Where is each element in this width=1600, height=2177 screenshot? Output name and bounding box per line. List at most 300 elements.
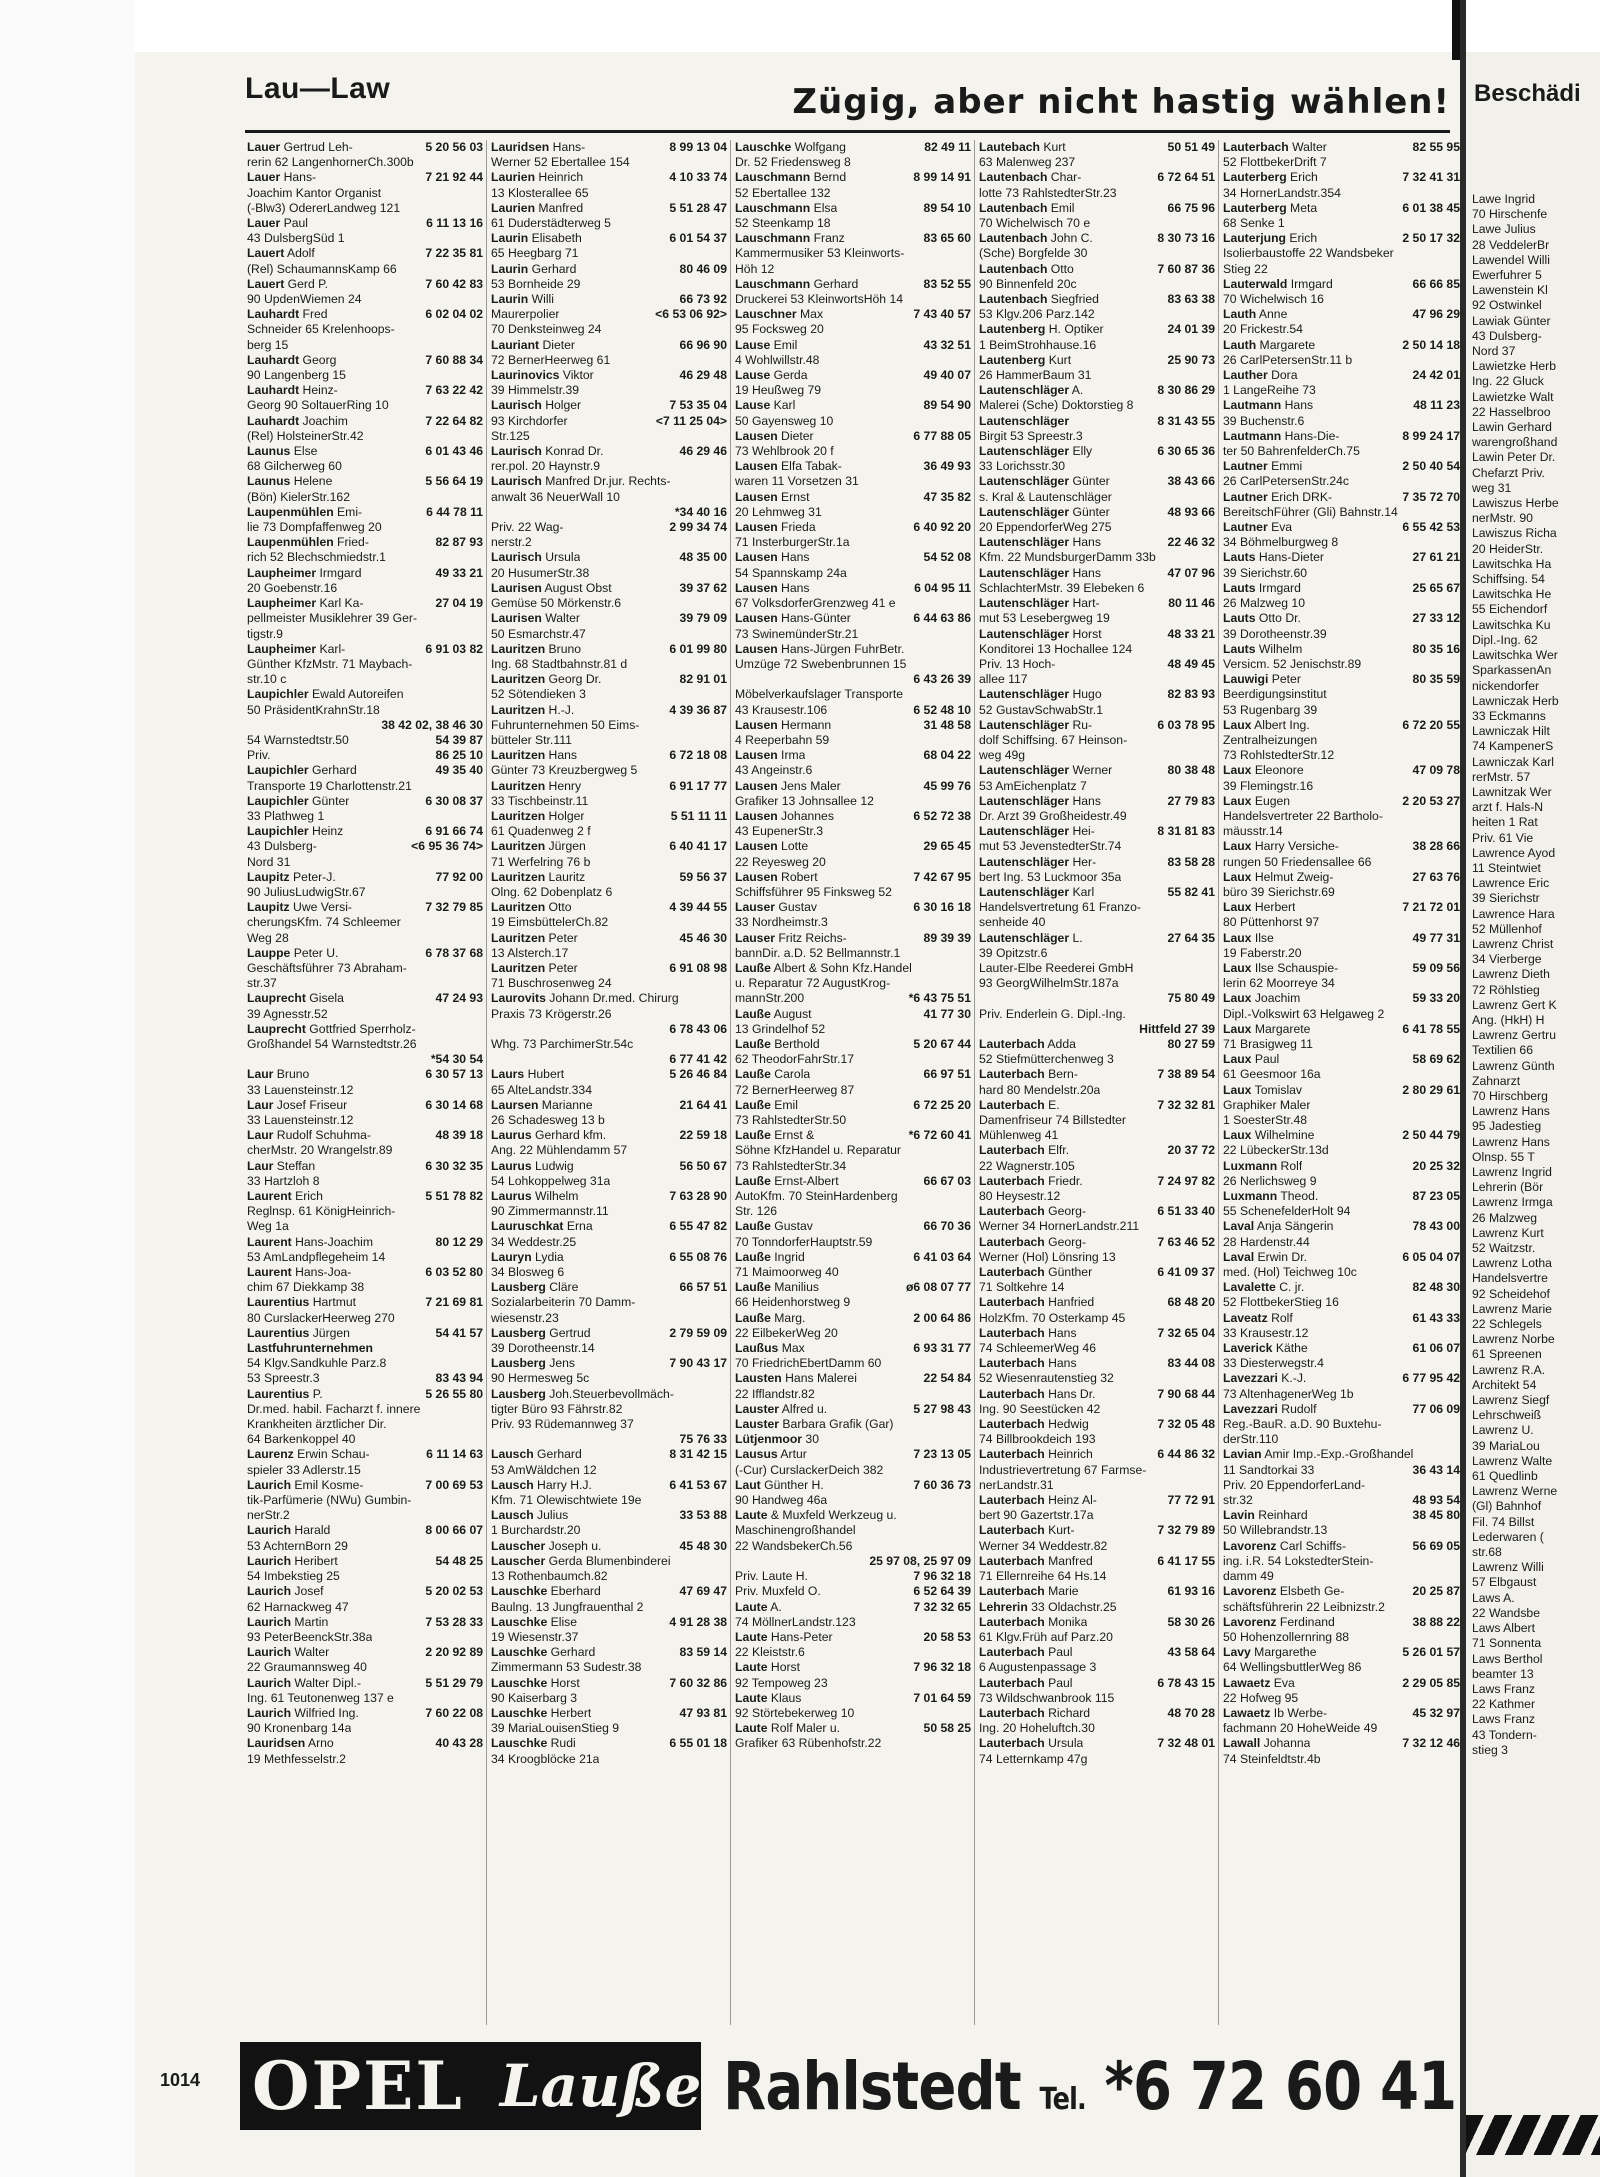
list-item xyxy=(979,976,1215,991)
entry-phone: 48 39 18 xyxy=(435,1128,483,1143)
entry-name: 19 Wiesenstr.37 xyxy=(491,1629,579,1644)
entry-phone xyxy=(723,1721,727,1736)
entry-name: Handelsvertreter 22 Bartholo- xyxy=(1223,808,1383,823)
entry-surname: Lausen xyxy=(735,520,778,535)
entry-phone: 8 99 24 17 xyxy=(1402,428,1460,443)
entry-surname: Lautebach xyxy=(979,140,1040,154)
entry-name: Kammermusiker 53 Kleinworts- xyxy=(735,246,905,261)
entry-phone: 45 48 30 xyxy=(679,1538,727,1553)
entry-name: 72 BernerHeerweg 87 xyxy=(735,1082,855,1097)
entry-surname: Laurentius xyxy=(247,1325,310,1340)
entry-name: med. (Hol) Teichweg 10c xyxy=(1223,1265,1357,1280)
entry-name: 61 Quadenweg 2 f xyxy=(491,824,591,839)
list-item xyxy=(247,1113,483,1128)
list-item xyxy=(1223,429,1460,444)
entry-name: 39 Sierichstr.60 xyxy=(1223,565,1308,580)
entry-name: nerStr.2 xyxy=(247,1508,290,1523)
neighbor-line: 22 Wandsbe xyxy=(1472,1605,1540,1620)
entry-name: Lautenschläger Horst xyxy=(979,626,1102,641)
entry-surname: Lautenberg xyxy=(979,352,1046,367)
list-item xyxy=(1223,1402,1460,1417)
list-item xyxy=(491,1204,727,1219)
list-item xyxy=(735,1447,971,1462)
entry-name: 71 Maimoorweg 40 xyxy=(735,1265,839,1280)
list-item xyxy=(491,292,727,307)
neighbor-line: 39 Sierichstr xyxy=(1472,891,1540,906)
list-item xyxy=(979,1174,1215,1189)
list-item xyxy=(247,1432,483,1447)
list-item xyxy=(979,1630,1215,1645)
entry-name: Dipl.-Volkswirt 63 Helgaweg 2 xyxy=(1223,1006,1385,1021)
entry-phone xyxy=(479,155,483,170)
entry-surname: Laval xyxy=(1223,1249,1255,1264)
entry-phone xyxy=(967,322,971,337)
list-item xyxy=(735,839,971,854)
entry-name: Lauts Wilhelm xyxy=(1223,641,1303,656)
list-item xyxy=(491,1523,727,1538)
entry-surname: Lausberg xyxy=(491,1356,546,1371)
entry-phone xyxy=(479,429,483,444)
neighbor-line: 70 Hirschberg xyxy=(1472,1088,1548,1103)
entry-phone xyxy=(1211,1250,1215,1265)
entry-phone xyxy=(723,596,727,611)
list-item xyxy=(979,809,1215,824)
entry-phone: 47 35 82 xyxy=(923,489,971,504)
entry-phone: 83 43 94 xyxy=(435,1371,483,1386)
neighbor-line: 22 Kathmer xyxy=(1472,1697,1536,1712)
entry-phone: 27 64 35 xyxy=(1167,930,1215,945)
entry-phone xyxy=(479,1007,483,1022)
neighbor-line: str.68 xyxy=(1472,1545,1502,1560)
entry-surname: Laur xyxy=(247,1097,274,1112)
entry-name: 43 EupenerStr.3 xyxy=(735,824,824,839)
list-item xyxy=(735,931,971,946)
entry-surname: Laux xyxy=(1223,960,1252,975)
list-item xyxy=(247,1265,483,1280)
entry-phone xyxy=(1456,186,1460,201)
entry-phone: 6 91 17 77 xyxy=(669,778,727,793)
list-item xyxy=(735,809,971,824)
entry-phone xyxy=(1211,809,1215,824)
list-item xyxy=(491,170,727,185)
entry-name: tik-Parfümerie (NWu) Gumbin- xyxy=(247,1493,412,1508)
entry-surname: Lauser xyxy=(735,900,775,915)
entry-name: 52 GustavSchwabStr.1 xyxy=(979,702,1103,717)
entry-surname: Laurin xyxy=(491,261,529,276)
entry-name: Priv. Enderlein G. Dipl.-Ing. xyxy=(979,1006,1126,1021)
entry-phone xyxy=(479,490,483,505)
entry-phone xyxy=(967,687,971,702)
list-item xyxy=(979,642,1215,657)
entry-phone xyxy=(723,277,727,292)
list-item xyxy=(979,1204,1215,1219)
entry-phone: 6 41 03 64 xyxy=(913,1249,971,1264)
entry-surname: Lauße xyxy=(735,1128,771,1143)
neighbor-line: Lawin Peter Dr. xyxy=(1472,450,1556,465)
entry-name: Handelsvertretung 61 Franzo- xyxy=(979,900,1141,915)
entry-phone: 38 45 80 xyxy=(1412,1508,1460,1523)
entry-name: 73 RahlstedterStr.34 xyxy=(735,1158,847,1173)
entry-name: Laupheimer Karl Ka- xyxy=(247,596,364,611)
list-item xyxy=(735,1432,971,1447)
entry-name: Laursen Marianne xyxy=(491,1097,593,1112)
neighbor-line: Lawiszus Herbe xyxy=(1472,496,1559,511)
entry-phone: 7 90 43 17 xyxy=(669,1356,727,1371)
list-item xyxy=(735,201,971,216)
entry-name: Lausen Dieter xyxy=(735,428,814,443)
entry-phone xyxy=(479,368,483,383)
list-item xyxy=(1223,839,1460,854)
entry-phone: 7 32 32 81 xyxy=(1157,1097,1215,1112)
list-item xyxy=(247,1341,483,1356)
entry-phone xyxy=(1211,1371,1215,1386)
list-item xyxy=(247,794,483,809)
list-item xyxy=(491,1478,727,1493)
entry-phone: 83 44 08 xyxy=(1167,1356,1215,1371)
entry-name: cherungsKfm. 74 Schleemer xyxy=(247,915,401,930)
entry-phone xyxy=(479,1721,483,1736)
entry-phone xyxy=(723,1630,727,1645)
list-item xyxy=(247,1250,483,1265)
entry-surname: Laurentius xyxy=(247,1295,310,1310)
entry-surname: Lauterbach xyxy=(979,1173,1045,1188)
entry-name: Lautenbach Siegfried xyxy=(979,292,1099,307)
entry-phone xyxy=(723,490,727,505)
entry-phone: 6 78 43 15 xyxy=(1157,1675,1215,1690)
entry-phone: 6 41 17 55 xyxy=(1157,1553,1215,1568)
entry-phone: 38 28 66 xyxy=(1412,839,1460,854)
entry-name: berg 15 xyxy=(247,337,289,352)
list-item xyxy=(247,687,483,702)
entry-phone xyxy=(967,824,971,839)
entry-phone: 2 50 14 18 xyxy=(1402,337,1460,352)
list-item xyxy=(979,915,1215,930)
list-item xyxy=(979,1083,1215,1098)
list-item xyxy=(979,1250,1215,1265)
entry-phone xyxy=(1211,1432,1215,1447)
list-item xyxy=(491,672,727,687)
entry-name: Laurus Ludwig xyxy=(491,1158,574,1173)
list-item xyxy=(1223,855,1460,870)
entry-name: Lauterbach Günther xyxy=(979,1265,1093,1280)
entry-phone xyxy=(479,292,483,307)
entry-name: Lausberg Cläre xyxy=(491,1280,579,1295)
neighbor-line: Lawrenz Marie xyxy=(1472,1301,1552,1316)
entry-name: 43 DulsbergSüd 1 xyxy=(247,231,345,246)
list-item xyxy=(491,429,727,444)
entry-name: Lauschmann Franz xyxy=(735,231,845,246)
list-item xyxy=(491,566,727,581)
entry-name: 72 BernerHeerweg 61 xyxy=(491,352,611,367)
entry-phone xyxy=(1211,581,1215,596)
entry-phone xyxy=(1456,1007,1460,1022)
entry-name: 1 LangeReihe 73 xyxy=(1223,383,1316,398)
entry-surname: Lauterberg xyxy=(1223,170,1287,185)
entry-name: 43 Dulsberg- xyxy=(247,839,317,854)
list-item xyxy=(979,1007,1215,1022)
entry-surname: Lauschke xyxy=(491,1614,548,1629)
list-item xyxy=(735,1721,971,1736)
entry-surname: Lauritzen xyxy=(491,808,546,823)
entry-name: Reg.-BauR. a.D. 90 Buxtehu- xyxy=(1223,1417,1382,1432)
entry-name: Lautenbach John C. xyxy=(979,231,1093,246)
neighbor-entries xyxy=(1472,192,1600,1758)
entry-phone: 80 12 29 xyxy=(435,1234,483,1249)
entry-name: Lausen Lotte xyxy=(735,839,809,854)
entry-name: mäusstr.14 xyxy=(1223,824,1283,839)
entry-name: 93 GeorgWilhelmStr.187a xyxy=(979,976,1119,991)
entry-phone: 80 46 09 xyxy=(679,261,727,276)
list-item xyxy=(979,946,1215,961)
entry-name: Lauterberg Erich xyxy=(1223,170,1318,185)
entry-surname: Lavorenz xyxy=(1223,1584,1277,1599)
entry-name: Lavalette C. jr. xyxy=(1223,1280,1305,1295)
neighbor-line: (Gl) Bahnhof xyxy=(1472,1499,1542,1514)
entry-surname: Lauterjung xyxy=(1223,231,1286,246)
entry-surname: Laupichler xyxy=(247,793,309,808)
list-item xyxy=(247,1067,483,1082)
list-item xyxy=(979,855,1215,870)
entry-name: chim 67 Diekkamp 38 xyxy=(247,1280,365,1295)
entry-surname: Lauprecht xyxy=(247,991,306,1006)
neighbor-line: Chefarzt Priv. xyxy=(1472,465,1545,480)
entry-surname: Laurovits xyxy=(491,991,546,1006)
entry-phone: 6 30 16 18 xyxy=(913,900,971,915)
entry-name: str.10 c xyxy=(247,672,287,687)
entry-name: Kfm. 22 MundsburgerDamm 33b xyxy=(979,550,1156,565)
list-item xyxy=(979,262,1215,277)
entry-phone xyxy=(1211,976,1215,991)
list-item xyxy=(1223,383,1460,398)
entry-phone xyxy=(479,672,483,687)
entry-phone: 48 93 66 xyxy=(1167,504,1215,519)
list-item xyxy=(1223,1645,1460,1660)
list-item xyxy=(247,596,483,611)
neighbor-ad-stripes xyxy=(1466,2115,1600,2155)
list-item xyxy=(491,338,727,353)
entry-surname: Lauße xyxy=(735,1173,771,1188)
list-item xyxy=(491,262,727,277)
directory-column xyxy=(487,140,731,2025)
entry-surname: Laurich xyxy=(247,1614,292,1629)
entry-name: Lauschke Eberhard xyxy=(491,1584,601,1599)
list-item xyxy=(247,277,483,292)
entry-name: Isolierbaustoffe 22 Wandsbeker xyxy=(1223,246,1394,261)
entry-name: Laux Tomislav xyxy=(1223,1082,1303,1097)
entry-surname: Lautenschläger xyxy=(979,824,1070,839)
entry-name: Lauschmann Bernd xyxy=(735,170,847,185)
entry-phone xyxy=(1211,216,1215,231)
entry-phone xyxy=(1211,1569,1215,1584)
list-item xyxy=(1223,642,1460,657)
list-item xyxy=(979,1295,1215,1310)
list-item xyxy=(247,915,483,930)
list-item xyxy=(247,1280,483,1295)
entry-name: Georg 90 SoltauerRing 10 xyxy=(247,398,389,413)
list-item xyxy=(491,1295,727,1310)
neighbor-line: Lederwaren ( xyxy=(1472,1529,1544,1544)
neighbor-line: Lawitschka Ku xyxy=(1472,617,1551,632)
list-item xyxy=(735,885,971,900)
entry-name: 22 Graumannsweg 40 xyxy=(247,1660,367,1675)
entry-surname: Lautenbach xyxy=(979,261,1048,276)
entry-name: 6 Augustenpassage 3 xyxy=(979,1660,1097,1675)
entry-surname: Lavorenz xyxy=(1223,1538,1277,1553)
list-item xyxy=(735,1280,971,1295)
entry-name: Laurisch Ursula xyxy=(491,550,581,565)
entry-phone: 6 01 99 80 xyxy=(669,641,727,656)
list-item xyxy=(491,855,727,870)
list-item xyxy=(979,535,1215,550)
entry-phone xyxy=(1211,900,1215,915)
entry-surname: Lauridsen xyxy=(491,140,550,154)
list-item xyxy=(247,1539,483,1554)
entry-name: 71 Ellernreihe 64 Hs.14 xyxy=(979,1569,1107,1584)
list-item xyxy=(979,277,1215,292)
entry-name: Whg. 73 ParchimerStr.54c xyxy=(491,1036,634,1051)
entry-name: Lauert Gerd P. xyxy=(247,276,329,291)
list-item xyxy=(247,855,483,870)
entry-surname: Lauterbach xyxy=(979,1356,1045,1371)
entry-phone: 83 58 28 xyxy=(1167,854,1215,869)
list-item xyxy=(491,1752,727,1767)
entry-name: 20 EppendorferWeg 275 xyxy=(979,520,1112,535)
entry-surname: Laveatz xyxy=(1223,1310,1268,1325)
list-item xyxy=(247,718,483,733)
entry-phone: 48 93 54 xyxy=(1412,1493,1460,1508)
entry-name: Priv. xyxy=(247,748,271,763)
entry-name: Laurs Hubert xyxy=(491,1067,565,1082)
entry-name: SchlachterMstr. 39 Elebeken 6 xyxy=(979,580,1145,595)
entry-phone: 24 42 01 xyxy=(1412,368,1460,383)
entry-phone: 54 52 08 xyxy=(923,550,971,565)
entry-phone xyxy=(1456,779,1460,794)
entry-phone xyxy=(1211,1752,1215,1767)
list-item xyxy=(979,627,1215,642)
entry-name: Laupheimer Irmgard xyxy=(247,565,362,580)
entry-name: Lautenberg H. Optiker xyxy=(979,322,1104,337)
entry-name: 39 Agnesstr.52 xyxy=(247,1006,328,1021)
entry-phone xyxy=(1456,1691,1460,1706)
entry-phone xyxy=(479,338,483,353)
entry-name: u. Reparatur 72 AugustKrog- xyxy=(735,976,891,991)
entry-phone: 5 26 46 84 xyxy=(669,1067,727,1082)
entry-name: 13 Grindelhof 52 xyxy=(735,1021,826,1036)
entry-name: Luxmann Theod. xyxy=(1223,1189,1319,1204)
list-item xyxy=(247,1326,483,1341)
list-item xyxy=(491,763,727,778)
entry-phone xyxy=(479,809,483,824)
neighbor-line: Lehrerin (Bör xyxy=(1472,1180,1544,1195)
entry-phone xyxy=(1456,1295,1460,1310)
list-item xyxy=(1223,687,1460,702)
entry-phone xyxy=(1211,839,1215,854)
entry-phone xyxy=(479,1356,483,1371)
list-item xyxy=(247,1037,483,1052)
entry-surname: Launus xyxy=(247,474,291,489)
list-item xyxy=(735,870,971,885)
entry-phone xyxy=(723,885,727,900)
list-item xyxy=(735,1645,971,1660)
entry-surname: Lauer xyxy=(247,140,281,154)
entry-phone xyxy=(723,1037,727,1052)
entry-name: Laurich Josef xyxy=(247,1584,324,1599)
entry-surname: Lautenschläger xyxy=(979,565,1070,580)
entry-name: Lauße August xyxy=(735,1006,812,1021)
advertisement xyxy=(240,2040,1460,2132)
entry-name: 52 Ebertallee 132 xyxy=(735,185,831,200)
list-item xyxy=(735,550,971,565)
entry-surname: Lautenschläger xyxy=(979,504,1070,519)
entry-name: 53 AchternBorn 29 xyxy=(247,1538,348,1553)
entry-name: Lautenschläger Hans xyxy=(979,793,1101,808)
entry-phone xyxy=(1456,1417,1460,1432)
list-item xyxy=(491,1417,727,1432)
entry-phone: 6 40 92 20 xyxy=(913,520,971,535)
entry-phone: 89 54 90 xyxy=(923,398,971,413)
entry-name: 33 Plathweg 1 xyxy=(247,808,325,823)
entry-phone xyxy=(479,231,483,246)
list-item xyxy=(247,1371,483,1386)
list-item xyxy=(247,1660,483,1675)
entry-phone xyxy=(1211,1402,1215,1417)
list-item xyxy=(1223,1630,1460,1645)
entry-phone xyxy=(723,1417,727,1432)
entry-phone xyxy=(723,1463,727,1478)
entry-phone xyxy=(479,931,483,946)
list-item xyxy=(735,566,971,581)
entry-name: lie 73 Dompfaffenweg 20 xyxy=(247,520,382,535)
entry-phone xyxy=(1456,322,1460,337)
list-item xyxy=(247,155,483,170)
entry-name: 71 InsterburgerStr.1a xyxy=(735,535,850,550)
entry-phone xyxy=(723,459,727,474)
list-item xyxy=(247,490,483,505)
entry-surname: Laux xyxy=(1223,763,1252,778)
entry-phone xyxy=(1456,444,1460,459)
entry-surname: Lauth xyxy=(1223,307,1257,322)
entry-phone xyxy=(723,1493,727,1508)
list-item xyxy=(979,1569,1215,1584)
list-item xyxy=(735,1098,971,1113)
neighbor-line: 43 Dulsberg- xyxy=(1472,328,1542,343)
list-item xyxy=(735,1174,971,1189)
entry-phone: 6 30 65 36 xyxy=(1157,444,1215,459)
entry-phone xyxy=(479,1508,483,1523)
entry-name: Lauße Albert & Sohn Kfz.Handel xyxy=(735,960,912,975)
list-item xyxy=(491,748,727,763)
list-item xyxy=(247,505,483,520)
entry-name: Lauterbach E. xyxy=(979,1097,1060,1112)
list-item xyxy=(1223,824,1460,839)
entry-phone xyxy=(1456,353,1460,368)
neighbor-line: Lawendel Willi xyxy=(1472,252,1550,267)
list-item xyxy=(735,672,971,687)
entry-name: Maschinengroßhandel xyxy=(735,1523,856,1538)
entry-surname: Laute xyxy=(735,1721,768,1736)
list-item xyxy=(1223,474,1460,489)
list-item xyxy=(491,1326,727,1341)
neighbor-line: Lawrenz Christ xyxy=(1472,936,1554,951)
entry-name: Laurentius Hartmut xyxy=(247,1295,357,1310)
entry-name: Lauts Irmgard xyxy=(1223,580,1301,595)
list-item xyxy=(247,1189,483,1204)
entry-name: Lauster Barbara Grafik (Gar) xyxy=(735,1417,894,1432)
entry-name: Praxis 73 Krögerstr.26 xyxy=(491,1006,612,1021)
list-item xyxy=(491,1736,727,1751)
entry-phone: 8 31 42 15 xyxy=(669,1447,727,1462)
entry-name: Laute Rolf Maler u. xyxy=(735,1721,840,1736)
